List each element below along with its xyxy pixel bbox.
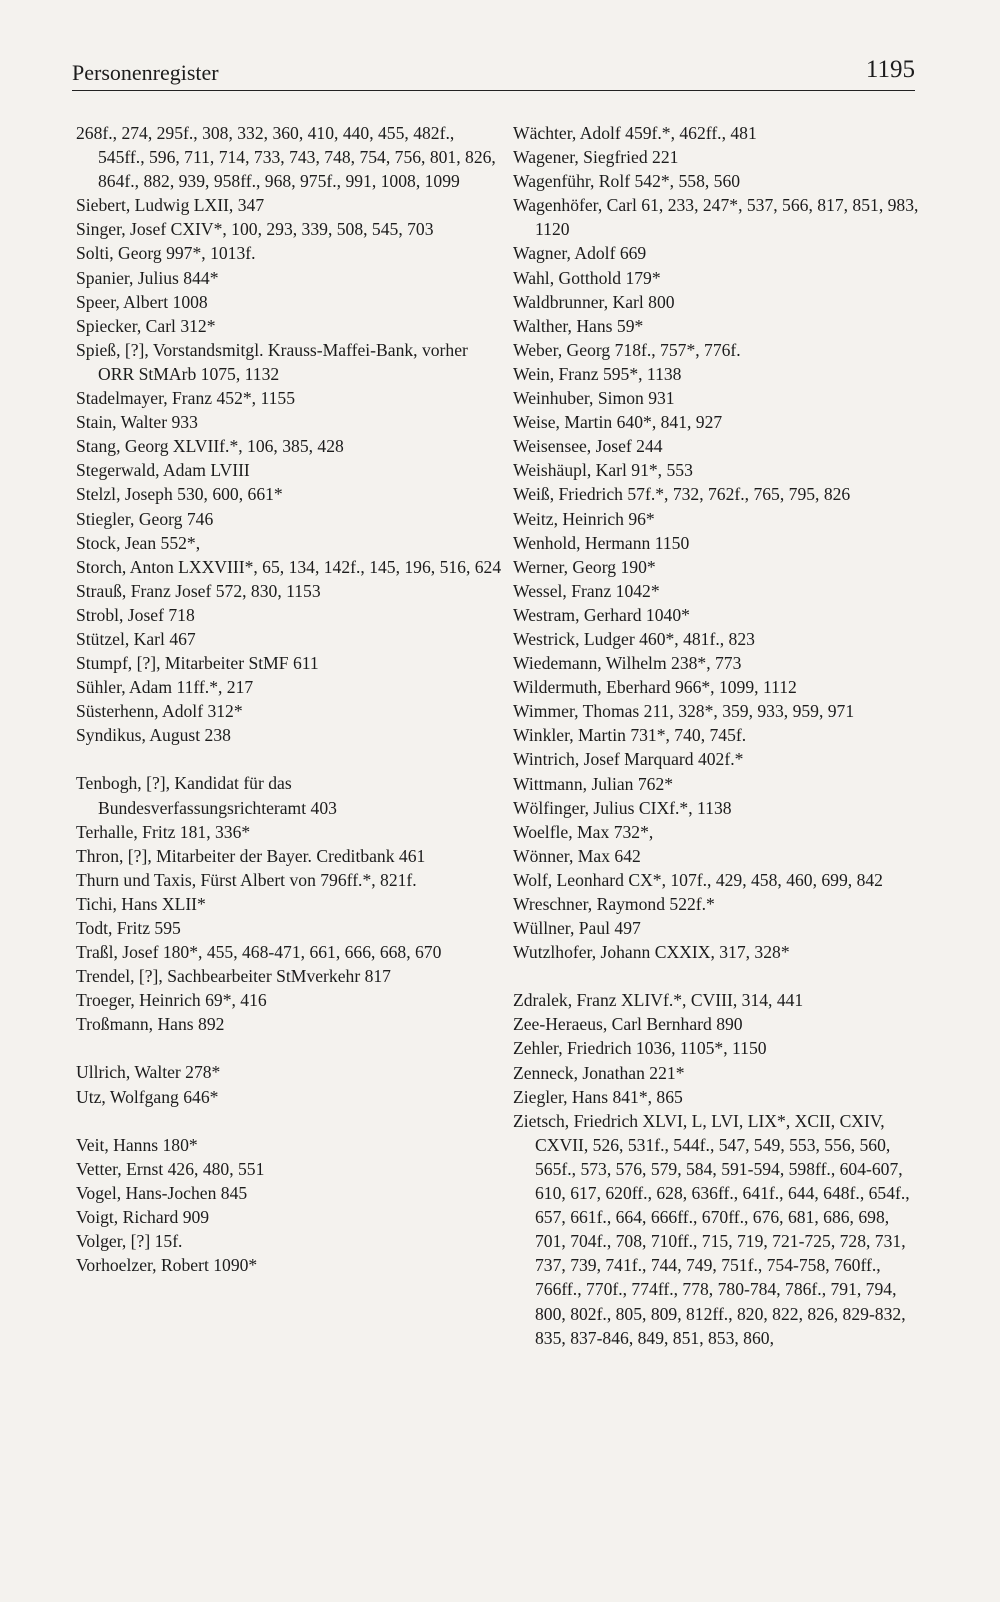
index-entry: Winkler, Martin 731*, 740, 745f. — [513, 725, 747, 746]
index-entry: Tichi, Hans XLII* — [76, 893, 206, 914]
index-column-right — [513, 121, 923, 1350]
index-entry: Wiedemann, Wilhelm 238*, 773 — [513, 653, 742, 674]
index-entry: Syndikus, August 238 — [76, 725, 231, 746]
index-entry: Stelzl, Joseph 530, 600, 661* — [76, 484, 283, 505]
index-entry: Spanier, Julius 844* — [76, 267, 219, 288]
index-entry: Walther, Hans 59* — [513, 315, 644, 336]
index-entry: Thron, [?], Mitarbeiter der Bayer. Creditbank 461 — [76, 845, 426, 866]
index-entry: Wimmer, Thomas 211, 328*, 359, 933, 959, 971 — [513, 701, 855, 722]
index-entry: Wölfinger, Julius CIXf.*, 1138 — [513, 797, 732, 818]
index-entry: Waldbrunner, Karl 800 — [513, 291, 675, 312]
index-entry: Weiß, Friedrich 57f.*, 732, 762f., 765, 795, 826 — [513, 484, 851, 505]
index-entry: Wittmann, Julian 762* — [513, 773, 674, 794]
index-entry: Wessel, Franz 1042* — [513, 580, 660, 601]
index-entry: Strauß, Franz Josef 572, 830, 1153 — [76, 580, 321, 601]
index-entry: Terhalle, Fritz 181, 336* — [76, 821, 251, 842]
index-entry: Siebert, Ludwig LXII, 347 — [76, 195, 265, 216]
index-entry: Storch, Anton LXXVIII*, 65, 134, 142f., 145, 196, 516, 624 — [76, 556, 502, 577]
index-entry: Wutzlhofer, Johann CXXIX, 317, 328* — [513, 942, 790, 963]
index-entry: Wein, Franz 595*, 1138 — [513, 363, 682, 384]
index-entry: Wildermuth, Eberhard 966*, 1099, 1112 — [513, 677, 797, 698]
index-entry: Wüllner, Paul 497 — [513, 918, 641, 939]
index-entry: Utz, Wolfgang 646* — [76, 1086, 219, 1107]
index-entry: Weinhuber, Simon 931 — [513, 388, 675, 409]
index-entry: Traßl, Josef 180*, 455, 468-471, 661, 666, 668, 670 — [76, 942, 442, 963]
page-number: 1195 — [865, 56, 915, 83]
index-entry: Troeger, Heinrich 69*, 416 — [76, 990, 267, 1011]
index-entry: Werner, Georg 190* — [513, 556, 656, 577]
index-entry: Weisensee, Josef 244 — [513, 436, 663, 457]
index-entry: Weise, Martin 640*, 841, 927 — [513, 412, 723, 433]
index-entry: Stock, Jean 552*, — [76, 532, 201, 553]
index-entry: Vogel, Hans-Jochen 845 — [76, 1182, 248, 1203]
index-entry: 268f., 274, 295f., 308, 332, 360, 410, 440, 455, 482f., 545ff., 596, 711, 714, 733, 743, 748, 754, 756, 801, 826, 864f., 882, 939, 958ff., 968, 975f., 991, 1008, 1099 — [76, 123, 496, 192]
index-entry: Wahl, Gotthold 179* — [513, 267, 661, 288]
index-entry: Ziegler, Hans 841*, 865 — [513, 1086, 683, 1107]
index-entry: Zehler, Friedrich 1036, 1105*, 1150 — [513, 1038, 767, 1059]
letter-group-gap — [513, 964, 923, 988]
index-entry: Speer, Albert 1008 — [76, 291, 208, 312]
index-entry: Weitz, Heinrich 96* — [513, 508, 655, 529]
index-entry: Zietsch, Friedrich XLVI, L, LVI, LIX*, XCII, CXIV, CXVII, 526, 531f., 544f., 547, 549, 553, 556, 560, 565f., 573, 576, 579, 584, 591-594, 598ff., 604-607, 610, 617, 620ff., 628, 636ff., 641f., 644, 648f., 654f., 657, 661f., 664, 666ff., 670ff., 676, 681, 686, 698, 701, 704f., 708, 710ff., 715, 719, 721-725, 728, 731, 737, 739, 741f., 744, 749, 751f., 754-758, 760ff., 766ff., 770f., 774ff., 778, 780-784, 786f., 791, 794, 800, 802f., 805, 809, 812ff., 820, 822, 826, 829-832, 835, 837-846, 849, 851, 853, 860, — [513, 1110, 910, 1348]
index-entry: Sühler, Adam 11ff.*, 217 — [76, 677, 254, 698]
index-entry: Wönner, Max 642 — [513, 845, 641, 866]
index-entry: Spieß, [?], Vorstandsmitgl. Krauss-Maffei-Bank, vorher ORR StMArb 1075, 1132 — [76, 339, 468, 384]
index-entry: Weishäupl, Karl 91*, 553 — [513, 460, 693, 481]
index-entry: Wagener, Siegfried 221 — [513, 147, 679, 168]
index-entry: Zdralek, Franz XLIVf.*, CVIII, 314, 441 — [513, 990, 804, 1011]
letter-group-gap — [76, 747, 502, 771]
index-entry: Wenhold, Hermann 1150 — [513, 532, 690, 553]
index-entry: Stützel, Karl 467 — [76, 628, 196, 649]
index-entry: Stiegler, Georg 746 — [76, 508, 214, 529]
index-entry: Süsterhenn, Adolf 312* — [76, 701, 243, 722]
page-header — [72, 50, 915, 91]
index-entry: Weber, Georg 718f., 757*, 776f. — [513, 339, 741, 360]
index-entry: Thurn und Taxis, Fürst Albert von 796ff.*, 821f. — [76, 869, 417, 890]
index-entry: Strobl, Josef 718 — [76, 604, 195, 625]
index-column-left — [76, 121, 502, 1277]
index-entry: Wagenhöfer, Carl 61, 233, 247*, 537, 566, 817, 851, 983, 1120 — [513, 195, 919, 240]
index-entry: Stain, Walter 933 — [76, 412, 198, 433]
index-entry: Stang, Georg XLVIIf.*, 106, 385, 428 — [76, 436, 344, 457]
index-entry: Westrick, Ludger 460*, 481f., 823 — [513, 628, 755, 649]
index-entry: Solti, Georg 997*, 1013f. — [76, 243, 256, 264]
index-entry: Troßmann, Hans 892 — [76, 1014, 225, 1035]
index-entry: Westram, Gerhard 1040* — [513, 604, 690, 625]
index-entry: Ullrich, Walter 278* — [76, 1062, 221, 1083]
index-entry: Singer, Josef CXIV*, 100, 293, 339, 508, 545, 703 — [76, 219, 434, 240]
letter-group-gap — [76, 1109, 502, 1133]
index-entry: Vetter, Ernst 426, 480, 551 — [76, 1158, 265, 1179]
index-entry: Trendel, [?], Sachbearbeiter StMverkehr 817 — [76, 966, 391, 987]
index-entry: Wächter, Adolf 459f.*, 462ff., 481 — [513, 123, 757, 143]
index-entry: Woelfle, Max 732*, — [513, 821, 654, 842]
index-entry: Stadelmayer, Franz 452*, 1155 — [76, 388, 296, 409]
page-title: Personenregister — [72, 60, 219, 85]
index-entry: Stegerwald, Adam LVIII — [76, 460, 250, 481]
index-entry: Wintrich, Josef Marquard 402f.* — [513, 749, 744, 770]
index-entry: Tenbogh, [?], Kandidat für das Bundesverfassungsrichteramt 403 — [76, 773, 337, 818]
index-entry: Volger, [?] 15f. — [76, 1231, 183, 1252]
index-entry: Wagenführ, Rolf 542*, 558, 560 — [513, 171, 741, 192]
index-entry: Wolf, Leonhard CX*, 107f., 429, 458, 460, 699, 842 — [513, 869, 883, 890]
index-entry: Wagner, Adolf 669 — [513, 243, 647, 264]
index-entry: Voigt, Richard 909 — [76, 1206, 210, 1227]
index-entry: Todt, Fritz 595 — [76, 918, 181, 938]
index-entry: Zee-Heraeus, Carl Bernhard 890 — [513, 1014, 743, 1035]
letter-group-gap — [76, 1036, 502, 1060]
index-entry: Spiecker, Carl 312* — [76, 315, 216, 336]
index-entry: Veit, Hanns 180* — [76, 1134, 198, 1155]
index-entry: Wreschner, Raymond 522f.* — [513, 894, 715, 914]
index-entry: Stumpf, [?], Mitarbeiter StMF 611 — [76, 653, 319, 674]
index-entry: Zenneck, Jonathan 221* — [513, 1062, 685, 1083]
index-entry: Vorhoelzer, Robert 1090* — [76, 1255, 258, 1276]
